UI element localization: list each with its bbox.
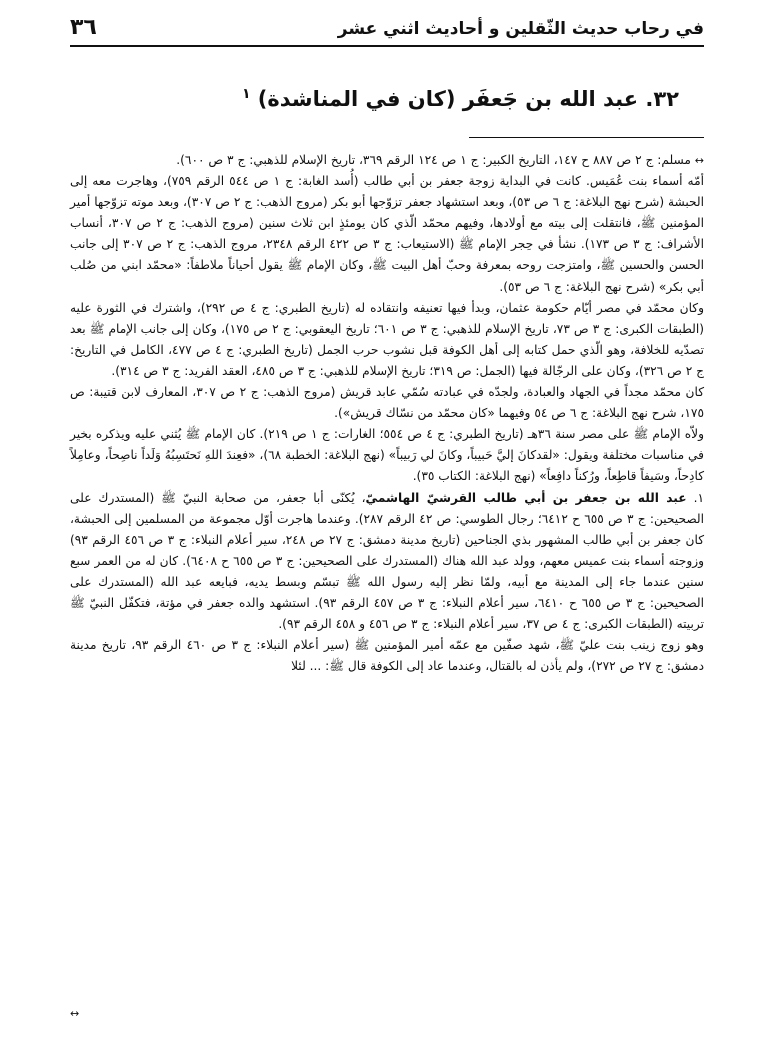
footnote-paragraph: أمّه أسماء بنت عُمَيس. كانت في البداية زوجة جعفر بن أبي طالب (أُسد الغابة: ج ١ ص ٥٤٤ الرقم ٧٥٩)، وهاجرت معه إلى الحبشة (شرح نهج البلاغة: ج ٦ ص ٥٣)، وبعد استشهاد جعفر تزوّجها أبو بكر (مروج الذهب: ج ٢ ص ٣٠٧)، وبعد موته تزوّجها أمير المؤمنين ﷺ، فانتقلت إلى بيته مع أولادها، وفيهم محمّد الّذي كان يومئذٍ ابن ثلاث سنين (مروج الذهب: ج ٢ ص ٣٠٧، أنساب الأشراف: ج ٣ ص ١٧٣). نشأ في حِجر الإمام ﷺ (الاستيعاب: ج ٣ ص ٤٢٢ الرقم ٢٣٤٨، مروج الذهب: ج ٢ ص ٣٠٧ إلى جانب الحسن والحسين ﷺ، وامتزجت روحه بمعرفة وحبّ أهل البيت ﷺ، وكان الإمام ﷺ يقول أحياناً ملاطفاً: «محمّد ابني من صُلب أبي بكر» (شرح نهج البلاغة: ج ٦ ص ٥٣). xyxy=(70,174,704,294)
header-divider xyxy=(70,45,704,47)
footnote-number: ١. xyxy=(693,490,704,505)
continuation-marker-icon: ↔ xyxy=(694,154,704,167)
continuation-marker-icon: ↔ xyxy=(70,1007,80,1020)
section-heading-text: ٣٢. عبد الله بن جَعفَر (كان في المناشدة) xyxy=(257,87,679,111)
footnote-reference: ١ xyxy=(241,86,251,102)
footnote-divider xyxy=(469,137,704,138)
footnote-paragraph: وكان محمّد في مصر أيّام حكومة عثمان، وبدأ فيها تعنيفه وانتقاده له (تاريخ الطبري: ج ٤ ص ٢٩٢)، واشترك في الثورة عليه (الطبقات الكبرى: ج ٣ ص ٧٣، تاريخ الإسلام للذهبي: ج ٣ ص ٦٠١؛ تاريخ اليعقوبي: ج ٢ ص ١٧٥)، وكان إلى جانب الإمام ﷺ بعد تصدّيه للخلافة، وهو الّذي حمل كتابه إلى أهل الكوفة قبل نشوب حرب الجمل (تاريخ الطبري: ج ٤ ص ٤٧٧، الكامل في التاريخ: ج ٢ ص ٣٢٦)، وكان على الرجّالة فيها (الجمل: ص ٣١٩؛ تاريخ الإسلام للذهبي: ج ٣ ص ٤٨٥، العقد الفريد: ج ٣ ص ٣١٤). xyxy=(70,300,705,378)
footnote-paragraph: وهو زوج زينب بنت عليّ ﷺ، شهد صفّين مع عمّه أمير المؤمنين ﷺ (سير أعلام النبلاء: ج ٣ ص ٤٦٠ الرقم ٩٣، تاريخ مدينة دمشق: ج ٢٧ ص ٢٧٢)، ولم يأذن له بالقتال، وعندما عاد إلى الكوفة قال ﷺ: ... لئلا xyxy=(70,638,705,674)
footnote-subject-name: عبد الله بن جعفر بن أبي طالب القرشيّ الهاشميّ xyxy=(365,490,687,505)
footnote-paragraph: كان محمّد مجداً في الجهاد والعبادة، ولجدّه في عبادته سُمّي عابد قريش (مروج الذهب: ج ٢ ص ٣٠٧، المعارف لابن قتيبة: ص ١٧٥، شرح نهج البلاغة: ج ٦ ص ٥٤ وفيهما «كان محمّد من نسّاك قريش»). xyxy=(70,385,704,421)
page-number: ٣٦ xyxy=(70,15,97,40)
section-heading xyxy=(70,80,679,113)
footnote-text: ، يُكنّى أبا جعفر، من صحابة النبيّ ﷺ (المستدرك على الصحيحين: ج ٣ ص ٦٥٥ ح ٦٤١٢؛ رجال الطوسي: ص ٤٢ الرقم ٢٨٧). وعندما هاجرت أوّل مجموعة من المسلمين إلى الحبشة، كان جعفر بن أبي طالب المشهور بذي الجناحين (تاريخ مدينة دمشق: ج ٢٧ ص ٢٤٨، سير أعلام النبلاء: ج ٣ ص ٤٥٦ الرقم ٩٣) وزوجته أسماء بنت عميس معهم، وولد عبد الله هناك (المستدرك على الصحيحين: ج ٣ ص ٦٥٥ ح ٦٤٠٨). كان له من العمر سبع سنين عندما جاء إلى المدينة مع أبيه، ولمّا نظر إليه رسول الله ﷺ تبسّم وبسط يديه، فبايعه عبد الله (المستدرك على الصحيحين: ج ٣ ص ٦٥٥ ح ٦٤١٠، سير أعلام النبلاء: ج ٣ ص ٤٥٧ الرقم ٩٣). استشهد والده جعفر في مؤتة، فتكفّل النبيّ ﷺ تربيته (الطبقات الكبرى: ج ٤ ص ٣٧، سير أعلام النبلاء: ج ٣ ص ٤٥٦ و ٤٥٨ الرقم ٩٣). xyxy=(70,490,705,632)
footnote-paragraph: ولاّه الإمام ﷺ على مصر سنة ٣٦هـ (تاريخ الطبري: ج ٤ ص ٥٥٤؛ الغارات: ج ١ ص ٢١٩). كان الإمام ﷺ يُثني عليه ويذكره بخير في مناسبات مختلفة ويقول: «لقدكانَ إليَّ حَبيباً، وكانَ لي رَبيباً» (نهج البلاغة: الخطبة ٦٨)، «فعِندَ اللهِ نَحتَسِبُهُ وَلَداً ناصِحاً، وعامِلاً كادِحاً، وسَيفاً قاطِعاً، ورُكناً دافِعاً» (نهج البلاغة: الكتاب ٣٥). xyxy=(70,427,704,484)
footnote-paragraph xyxy=(70,150,704,171)
footnote-paragraph xyxy=(70,488,704,636)
page-header xyxy=(70,10,704,40)
footnote-body xyxy=(70,150,704,677)
running-title: في رحاب حديث الثّقلين و أحاديث اثني عشر xyxy=(337,19,704,39)
footnote-text: مسلم: ج ٢ ص ٨٨٧ ح ١٤٧، التاريخ الكبير: ج ١ ص ١٢٤ الرقم ٣٦٩، تاريخ الإسلام للذهبي: ج ٣ ص ٦٠٠). xyxy=(176,153,691,167)
